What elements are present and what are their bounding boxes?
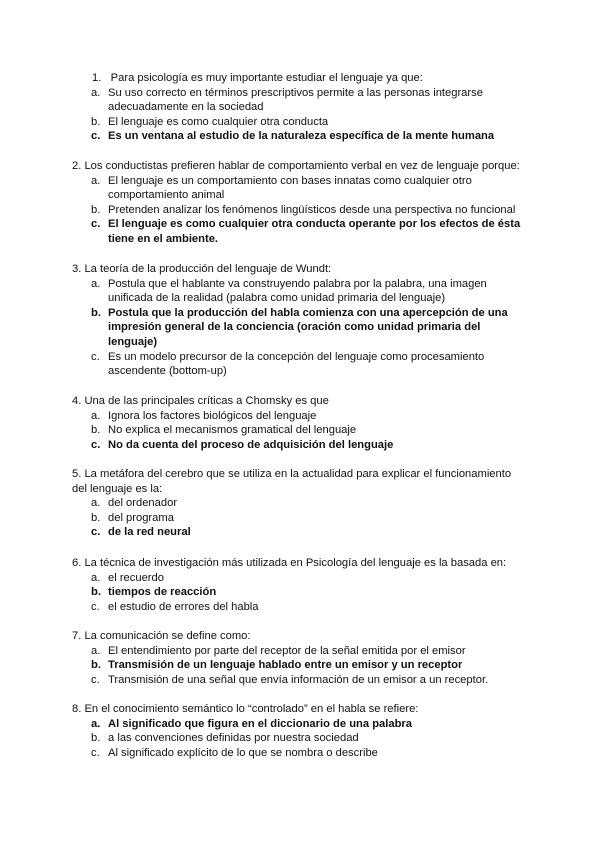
option-a	[72, 571, 528, 586]
option-a	[72, 409, 528, 424]
options-list	[72, 571, 528, 615]
question-5	[72, 467, 528, 540]
option-text: El lenguaje es como cualquier otra conducta	[108, 115, 329, 128]
question-heading	[72, 262, 528, 277]
options-list	[72, 86, 528, 144]
option-marker: b.	[91, 203, 101, 216]
question-8	[72, 702, 528, 760]
option-a	[72, 644, 528, 659]
option-text: El lenguaje es como cualquier otra conducta operante por los efectos de ésta tiene en el ambiente.	[108, 218, 521, 245]
option-text: Transmisión de un lenguaje hablado entre un emisor y un receptor	[108, 659, 463, 672]
question-heading	[72, 159, 528, 174]
question-number: 8.	[72, 703, 82, 715]
option-a	[72, 496, 528, 511]
question-text: Los conductistas prefieren hablar de comportamiento verbal en vez de lenguaje porque:	[84, 160, 520, 172]
option-marker: c.	[91, 350, 100, 363]
option-c-correct	[72, 217, 528, 246]
option-b-correct	[72, 585, 528, 600]
options-list	[72, 717, 528, 761]
question-number: 6.	[72, 557, 82, 569]
question-7	[72, 629, 528, 687]
option-marker: b.	[91, 115, 101, 128]
option-a-correct	[72, 717, 528, 732]
question-heading	[72, 629, 528, 644]
option-b-correct	[72, 658, 528, 673]
option-c-correct	[72, 438, 528, 453]
option-a	[72, 277, 528, 306]
option-text: Pretenden analizar los fenómenos lingüísticos desde una perspectiva no funcional	[108, 203, 516, 216]
question-text: La comunicación se define como:	[84, 630, 251, 642]
question-heading	[72, 556, 528, 571]
question-text: Para psicología es muy importante estudiar el lenguaje ya que:	[110, 72, 423, 84]
option-text: El lenguaje es un comportamiento con bases innatas como cualquier otro comportamiento animal	[108, 174, 472, 202]
options-list	[72, 644, 528, 688]
question-4	[72, 394, 528, 452]
option-marker: c.	[91, 218, 101, 231]
option-b	[72, 203, 528, 218]
option-b	[72, 511, 528, 526]
question-number: 5.	[72, 468, 82, 480]
option-marker: b.	[91, 586, 101, 599]
option-text: Transmisión de una señal que envía información de un emisor a un receptor.	[108, 673, 489, 686]
option-a	[72, 174, 528, 203]
option-marker: c.	[91, 600, 100, 613]
question-heading	[72, 394, 528, 409]
option-c-correct	[72, 129, 528, 144]
question-text: La metáfora del cerebro que se utiliza en la actualidad para explicar el funcionamiento del lenguaje es la:	[72, 468, 512, 495]
option-marker: a.	[91, 409, 101, 422]
option-text: Postula que el hablante va construyendo palabra por la palabra, una imagen unificada de la realidad (palabra como unidad primaria del lenguaje)	[108, 277, 487, 305]
option-text: tiempos de reacción	[108, 586, 217, 599]
option-marker: c.	[91, 130, 101, 143]
option-marker: c.	[91, 526, 101, 539]
option-text: el estudio de errores del habla	[108, 600, 259, 613]
option-b	[72, 423, 528, 438]
question-number: 2.	[72, 160, 82, 172]
option-b	[72, 731, 528, 746]
question-heading	[72, 702, 528, 717]
option-marker: b.	[91, 306, 101, 319]
option-c	[72, 350, 528, 379]
question-text: En el conocimiento semántico lo “controlado” en el habla se refiere:	[84, 703, 419, 715]
option-marker: a.	[91, 174, 101, 187]
option-text: El entendimiento por parte del receptor de la señal emitida por el emisor	[108, 644, 466, 657]
question-number: 7.	[72, 630, 82, 642]
options-list	[72, 174, 528, 247]
question-number: 1.	[92, 72, 102, 84]
option-text: Su uso correcto en términos prescriptivos permite a las personas integrarse adecuadamente en la sociedad	[108, 86, 483, 114]
question-text: Una de las principales críticas a Chomsky es que	[84, 395, 329, 407]
option-c	[72, 600, 528, 615]
option-marker: c.	[91, 438, 101, 451]
question-heading	[72, 467, 528, 496]
question-heading	[72, 71, 528, 86]
option-text: Es un ventana al estudio de la naturaleza específica de la mente humana	[108, 130, 495, 143]
question-number: 3.	[72, 263, 82, 275]
options-list	[72, 496, 528, 540]
option-text: el recuerdo	[108, 571, 164, 584]
option-marker: a.	[91, 717, 101, 730]
option-text: a las convenciones definidas por nuestra sociedad	[108, 732, 359, 745]
option-text: del programa	[108, 511, 174, 524]
option-text: de la red neural	[108, 526, 191, 539]
option-text: del ordenador	[108, 497, 178, 510]
option-b-correct	[72, 306, 528, 350]
option-text: Al significado que figura en el diccionario de una palabra	[108, 717, 412, 730]
option-marker: a.	[91, 277, 101, 290]
option-text: No da cuenta del proceso de adquisición del lenguaje	[108, 438, 394, 451]
question-number: 4.	[72, 395, 82, 407]
question-6	[72, 556, 528, 614]
option-marker: a.	[91, 571, 101, 584]
option-marker: a.	[91, 86, 101, 99]
option-text: Al significado explícito de lo que se nombra o describe	[108, 746, 378, 759]
option-marker: b.	[91, 424, 101, 437]
option-text: Ignora los factores biológicos del lenguaje	[108, 409, 317, 422]
option-marker: a.	[91, 497, 101, 510]
option-marker: c.	[91, 746, 100, 759]
options-list	[72, 409, 528, 453]
option-a	[72, 86, 528, 115]
option-text: No explica el mecanismos gramatical del lenguaje	[108, 424, 357, 437]
option-c	[72, 673, 528, 688]
question-text: La técnica de investigación más utilizada en Psicología del lenguaje es la basada en:	[84, 557, 507, 569]
option-text: Postula que la producción del habla comienza con una apercepción de una impresión general de la conciencia (oración como unidad primaria del lenguaje)	[108, 306, 508, 348]
question-text: La teoría de la producción del lenguaje de Wundt:	[84, 263, 332, 275]
option-marker: c.	[91, 673, 100, 686]
options-list	[72, 277, 528, 379]
option-marker: b.	[91, 659, 101, 672]
question-1	[72, 71, 528, 144]
question-3	[72, 262, 528, 379]
option-marker: b.	[91, 732, 101, 745]
option-marker: b.	[91, 511, 101, 524]
option-marker: a.	[91, 644, 101, 657]
option-b	[72, 115, 528, 130]
option-text: Es un modelo precursor de la concepción del lenguaje como procesamiento ascendente (bottom-up)	[108, 350, 485, 378]
question-2	[72, 159, 528, 247]
option-c	[72, 746, 528, 761]
option-c-correct	[72, 525, 528, 540]
